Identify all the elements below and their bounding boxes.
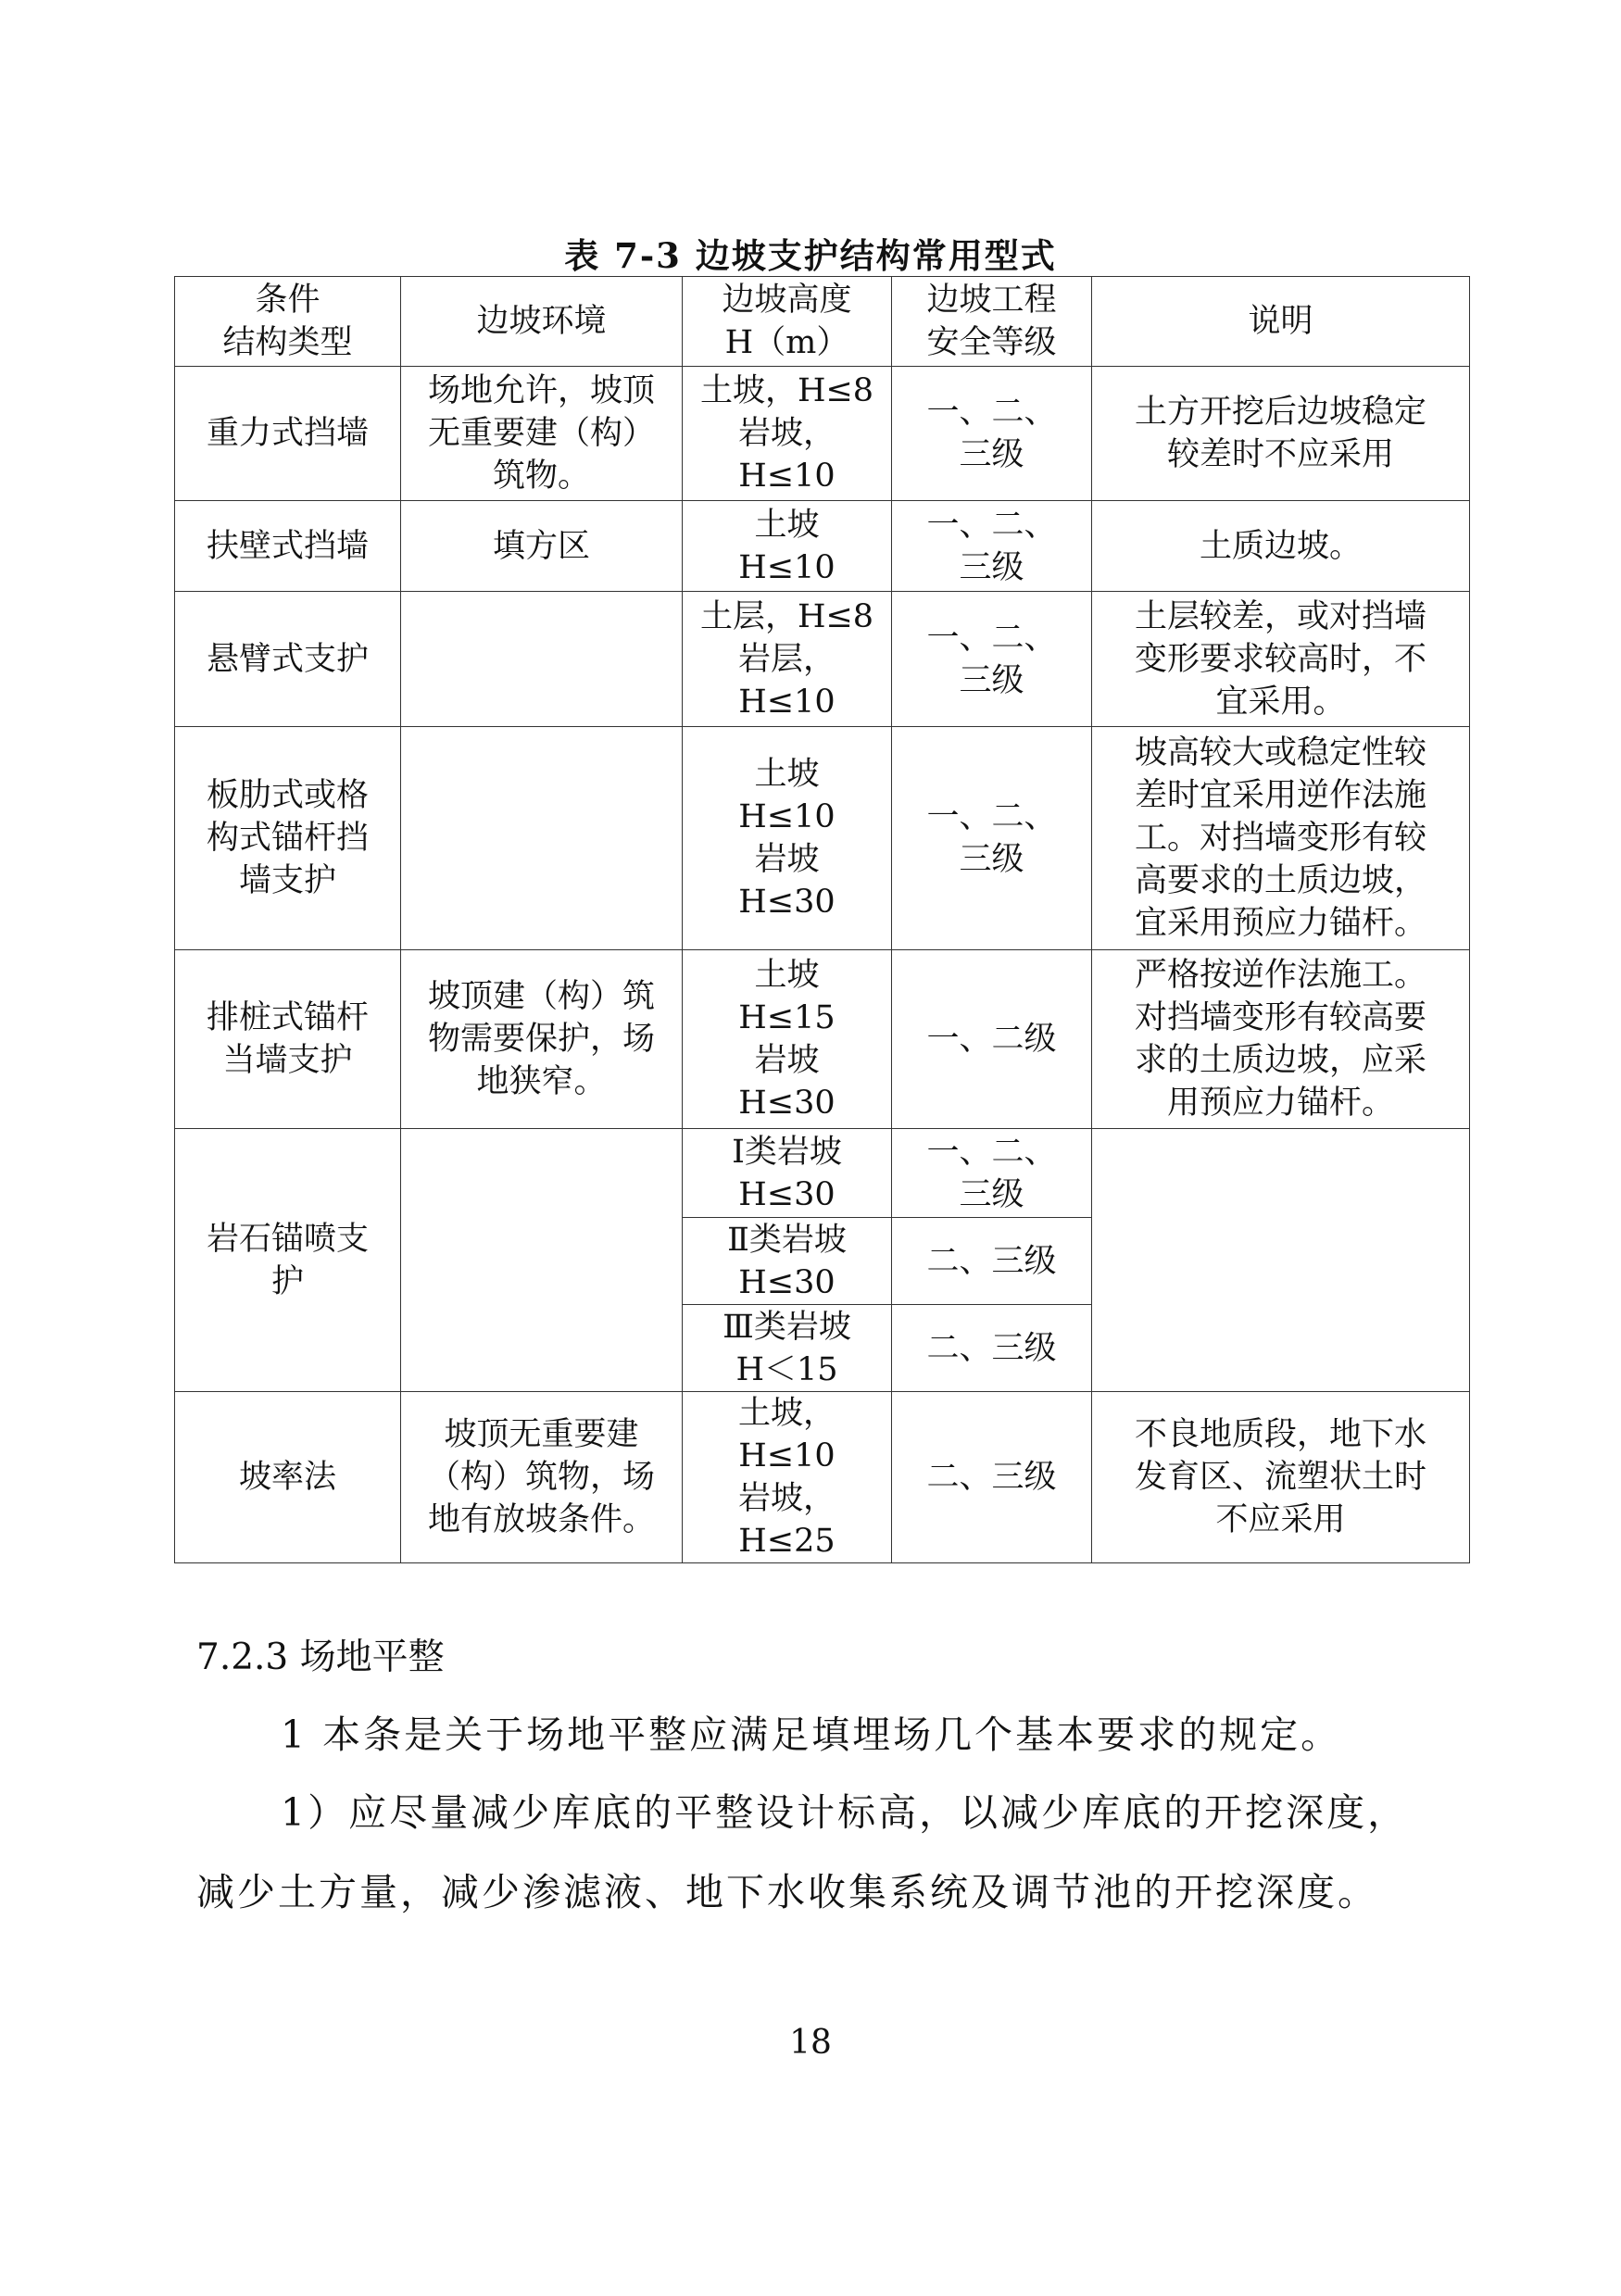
cell-note: 坡高较大或稳定性较 差时宜采用逆作法施 工。对挡墙变形有较 高要求的土质边坡， 宜采用预应力锚杆。	[1092, 727, 1470, 950]
cell-type: 坡率法	[175, 1392, 401, 1563]
header-environment: 边坡环境	[401, 277, 683, 367]
header-note: 说明	[1092, 277, 1470, 367]
cell-height: 土坡 H≤15 岩坡 H≤30	[683, 950, 892, 1129]
table-row	[175, 1392, 1470, 1563]
cell-env	[401, 1129, 683, 1392]
cell-height: 土层，H≤8 岩层， H≤10	[683, 592, 892, 727]
cell-safety: 一、二级	[892, 950, 1092, 1129]
header-height: 边坡高度 H（m）	[683, 277, 892, 367]
cell-env: 坡顶建（构）筑 物需要保护，场 地狭窄。	[401, 950, 683, 1129]
cell-note: 土质边坡。	[1092, 501, 1470, 592]
cell-height: 土坡 H≤10 岩坡 H≤30	[683, 727, 892, 950]
cell-height: 土坡 H≤10	[683, 501, 892, 592]
cell-type: 悬臂式支护	[175, 592, 401, 727]
paragraph: 减少土方量，减少渗滤液、地下水收集系统及调节池的开挖深度。	[196, 1870, 1378, 1914]
section-title: 7.2.3 场地平整	[196, 1637, 445, 1678]
cell-height: 土坡， H≤10 岩坡， H≤25	[683, 1392, 892, 1563]
cell-safety: 一、二、 三级	[892, 592, 1092, 727]
cell-type: 岩石锚喷支 护	[175, 1129, 401, 1392]
support-structure-table	[174, 276, 1470, 1563]
table-caption: 表 7-3 边坡支护结构常用型式	[564, 235, 1057, 276]
cell-env: 填方区	[401, 501, 683, 592]
cell-height: Ⅲ类岩坡 H＜15	[683, 1305, 892, 1392]
cell-height: 土坡，H≤8 岩坡， H≤10	[683, 367, 892, 501]
page-number: 18	[789, 2024, 832, 2062]
cell-safety: 一、二、 三级	[892, 367, 1092, 501]
cell-env: 场地允许，坡顶 无重要建（构） 筑物。	[401, 367, 683, 501]
cell-note	[1092, 1129, 1470, 1392]
cell-note: 不良地质段，地下水 发育区、流塑状土时 不应采用	[1092, 1392, 1470, 1563]
cell-safety: 二、三级	[892, 1218, 1092, 1305]
table-header-row	[175, 277, 1470, 367]
header-structure-type: 条件 结构类型	[175, 277, 401, 367]
table-row	[175, 367, 1470, 501]
cell-type: 扶壁式挡墙	[175, 501, 401, 592]
cell-env	[401, 592, 683, 727]
cell-env: 坡顶无重要建 （构）筑物，场 地有放坡条件。	[401, 1392, 683, 1563]
cell-type: 板肋式或格 构式锚杆挡 墙支护	[175, 727, 401, 950]
table-row	[175, 1129, 1470, 1218]
cell-height: Ⅰ类岩坡 H≤30	[683, 1129, 892, 1218]
paragraph: 1）应尽量减少库底的平整设计标高，以减少库底的开挖深度，	[281, 1790, 1409, 1835]
paragraph: 1 本条是关于场地平整应满足填埋场几个基本要求的规定。	[281, 1713, 1342, 1757]
cell-env	[401, 727, 683, 950]
cell-safety: 二、三级	[892, 1305, 1092, 1392]
cell-safety: 二、三级	[892, 1392, 1092, 1563]
header-safety-level: 边坡工程 安全等级	[892, 277, 1092, 367]
cell-safety: 一、二、 三级	[892, 501, 1092, 592]
table-row	[175, 592, 1470, 727]
table-row	[175, 950, 1470, 1129]
cell-safety: 一、二、 三级	[892, 1129, 1092, 1218]
cell-note: 严格按逆作法施工。 对挡墙变形有较高要 求的土质边坡，应采 用预应力锚杆。	[1092, 950, 1470, 1129]
cell-height: Ⅱ类岩坡 H≤30	[683, 1218, 892, 1305]
cell-type: 重力式挡墙	[175, 367, 401, 501]
cell-safety: 一、二、 三级	[892, 727, 1092, 950]
table-row	[175, 727, 1470, 950]
cell-type: 排桩式锚杆 当墙支护	[175, 950, 401, 1129]
table-row	[175, 501, 1470, 592]
cell-note: 土方开挖后边坡稳定 较差时不应采用	[1092, 367, 1470, 501]
cell-note: 土层较差，或对挡墙 变形要求较高时，不 宜采用。	[1092, 592, 1470, 727]
